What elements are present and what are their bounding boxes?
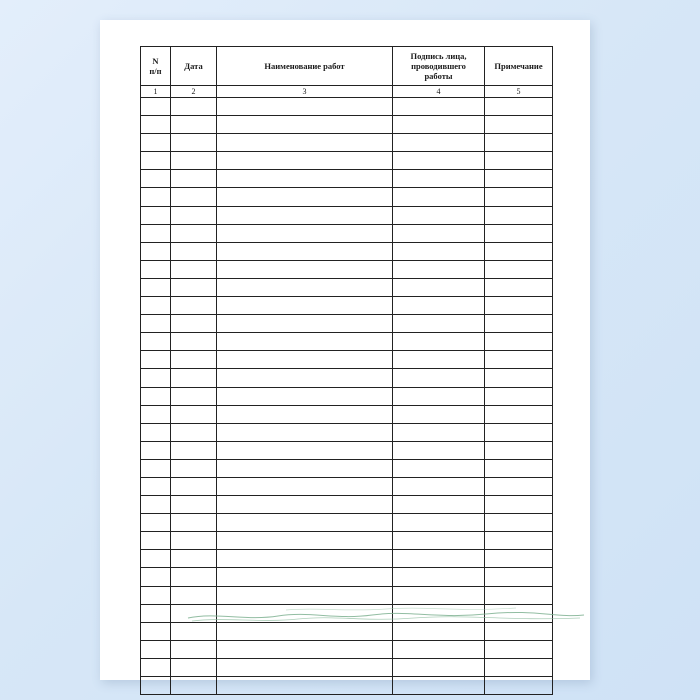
table-row[interactable] [141, 514, 553, 532]
table-cell[interactable] [141, 514, 171, 532]
table-cell[interactable] [171, 260, 217, 278]
table-cell[interactable] [393, 387, 485, 405]
table-cell[interactable] [141, 242, 171, 260]
table-header [141, 47, 553, 98]
table-cell[interactable] [393, 441, 485, 459]
table-cell[interactable] [141, 586, 171, 604]
table-cell[interactable] [485, 677, 553, 695]
table-cell[interactable] [393, 658, 485, 676]
table-cell[interactable] [141, 640, 171, 658]
table-cell[interactable] [393, 224, 485, 242]
table-cell[interactable] [485, 116, 553, 134]
table-cell[interactable] [393, 459, 485, 477]
table-row[interactable] [141, 405, 553, 423]
table-row[interactable] [141, 242, 553, 260]
table-cell[interactable] [217, 387, 393, 405]
table-cell[interactable] [485, 297, 553, 315]
column-number-5: 5 [485, 86, 553, 98]
table-row[interactable] [141, 677, 553, 695]
header-signature-line3: работы [424, 71, 453, 81]
table-cell[interactable] [171, 297, 217, 315]
table-row[interactable] [141, 260, 553, 278]
table-cell[interactable] [217, 333, 393, 351]
table-row[interactable] [141, 387, 553, 405]
table-cell[interactable] [217, 242, 393, 260]
table-cell[interactable] [171, 351, 217, 369]
table-row[interactable] [141, 423, 553, 441]
table-cell[interactable] [485, 333, 553, 351]
table-cell[interactable] [171, 550, 217, 568]
table-cell[interactable] [141, 260, 171, 278]
table-cell[interactable] [141, 622, 171, 640]
table-cell[interactable] [171, 188, 217, 206]
table-row[interactable] [141, 98, 553, 116]
table-cell[interactable] [141, 116, 171, 134]
header-signature-line1: Подпись лица, [410, 50, 467, 61]
table-cell[interactable] [393, 369, 485, 387]
table-row[interactable] [141, 116, 553, 134]
table-cell[interactable] [393, 206, 485, 224]
table-row[interactable] [141, 459, 553, 477]
table-row[interactable] [141, 658, 553, 676]
table-cell[interactable] [485, 550, 553, 568]
table-cell[interactable] [485, 387, 553, 405]
table-cell[interactable] [393, 134, 485, 152]
column-number-row [141, 86, 553, 98]
table-cell[interactable] [217, 604, 393, 622]
table-cell[interactable] [393, 640, 485, 658]
table-cell[interactable] [485, 134, 553, 152]
table-cell[interactable] [217, 622, 393, 640]
table-cell[interactable] [141, 224, 171, 242]
header-cell-number [141, 47, 171, 86]
table-cell[interactable] [141, 568, 171, 586]
table-cell[interactable] [393, 260, 485, 278]
table-cell[interactable] [217, 423, 393, 441]
table-cell[interactable] [485, 98, 553, 116]
table-cell[interactable] [485, 315, 553, 333]
header-cell-signature [393, 47, 485, 86]
table-cell[interactable] [393, 242, 485, 260]
table-cell[interactable] [485, 351, 553, 369]
table-row[interactable] [141, 333, 553, 351]
table-cell[interactable] [141, 459, 171, 477]
table-cell[interactable] [217, 116, 393, 134]
table-cell[interactable] [217, 369, 393, 387]
table-row[interactable] [141, 170, 553, 188]
table-row[interactable] [141, 532, 553, 550]
table-cell[interactable] [217, 586, 393, 604]
table-cell[interactable] [141, 677, 171, 695]
table-cell[interactable] [393, 423, 485, 441]
table-cell[interactable] [485, 622, 553, 640]
header-work-name-label: Наименование работ [264, 60, 345, 71]
table-cell[interactable] [171, 459, 217, 477]
table-cell[interactable] [393, 568, 485, 586]
table-cell[interactable] [171, 369, 217, 387]
table-cell[interactable] [141, 477, 171, 495]
table-cell[interactable] [171, 568, 217, 586]
table-cell[interactable] [217, 568, 393, 586]
table-cell[interactable] [485, 170, 553, 188]
table-row[interactable] [141, 369, 553, 387]
table-cell[interactable] [217, 134, 393, 152]
table-cell[interactable] [171, 152, 217, 170]
table-cell[interactable] [393, 297, 485, 315]
table-cell[interactable] [393, 604, 485, 622]
table-cell[interactable] [217, 278, 393, 296]
table-cell[interactable] [485, 604, 553, 622]
form-sheet [140, 46, 552, 656]
header-number-line2: п/п [149, 66, 162, 76]
table-row[interactable] [141, 351, 553, 369]
table-cell[interactable] [141, 206, 171, 224]
table-header-row [141, 47, 553, 86]
column-number-2: 2 [171, 86, 217, 98]
table-cell[interactable] [217, 459, 393, 477]
header-number-line1: N [152, 55, 159, 66]
table-cell[interactable] [393, 405, 485, 423]
table-cell[interactable] [485, 152, 553, 170]
table-cell[interactable] [141, 98, 171, 116]
table-cell[interactable] [217, 532, 393, 550]
table-cell[interactable] [171, 677, 217, 695]
table-cell[interactable] [393, 315, 485, 333]
header-cell-date [171, 47, 217, 86]
table-cell[interactable] [217, 550, 393, 568]
table-cell[interactable] [393, 514, 485, 532]
table-cell[interactable] [141, 658, 171, 676]
header-signature-line2: проводившего [411, 60, 466, 71]
table-cell[interactable] [217, 152, 393, 170]
table-cell[interactable] [485, 496, 553, 514]
table-cell[interactable] [141, 405, 171, 423]
table-row[interactable] [141, 604, 553, 622]
table-cell[interactable] [171, 387, 217, 405]
table-row[interactable] [141, 188, 553, 206]
table-cell[interactable] [217, 224, 393, 242]
table-cell[interactable] [485, 568, 553, 586]
table-cell[interactable] [141, 550, 171, 568]
table-cell[interactable] [171, 315, 217, 333]
table-cell[interactable] [217, 477, 393, 495]
table-cell[interactable] [171, 640, 217, 658]
table-cell[interactable] [217, 170, 393, 188]
table-cell[interactable] [217, 260, 393, 278]
table-cell[interactable] [485, 206, 553, 224]
table-cell[interactable] [217, 297, 393, 315]
table-cell[interactable] [141, 170, 171, 188]
table-cell[interactable] [141, 387, 171, 405]
column-number-4: 4 [393, 86, 485, 98]
table-cell[interactable] [171, 604, 217, 622]
table-cell[interactable] [393, 152, 485, 170]
table-cell[interactable] [171, 514, 217, 532]
table-cell[interactable] [393, 351, 485, 369]
table-cell[interactable] [485, 405, 553, 423]
table-cell[interactable] [217, 98, 393, 116]
table-cell[interactable] [485, 514, 553, 532]
table-cell[interactable] [171, 622, 217, 640]
table-cell[interactable] [485, 369, 553, 387]
table-cell[interactable] [171, 423, 217, 441]
table-cell[interactable] [393, 586, 485, 604]
table-cell[interactable] [141, 604, 171, 622]
table-cell[interactable] [141, 188, 171, 206]
table-row[interactable] [141, 477, 553, 495]
table-cell[interactable] [485, 224, 553, 242]
table-cell[interactable] [485, 477, 553, 495]
header-cell-note [485, 47, 553, 86]
table-cell[interactable] [171, 496, 217, 514]
table-cell[interactable] [485, 586, 553, 604]
table-cell[interactable] [393, 532, 485, 550]
table-cell[interactable] [485, 441, 553, 459]
table-cell[interactable] [141, 278, 171, 296]
table-cell[interactable] [171, 658, 217, 676]
table-cell[interactable] [141, 152, 171, 170]
table-row[interactable] [141, 550, 553, 568]
table-cell[interactable] [393, 278, 485, 296]
table-cell[interactable] [141, 315, 171, 333]
table-cell[interactable] [485, 640, 553, 658]
table-cell[interactable] [393, 550, 485, 568]
table-row[interactable] [141, 441, 553, 459]
table-cell[interactable] [485, 423, 553, 441]
table-row[interactable] [141, 315, 553, 333]
table-cell[interactable] [171, 116, 217, 134]
table-cell[interactable] [485, 260, 553, 278]
table-cell[interactable] [171, 333, 217, 351]
table-cell[interactable] [217, 351, 393, 369]
table-cell[interactable] [217, 677, 393, 695]
table-cell[interactable] [171, 278, 217, 296]
table-cell[interactable] [393, 333, 485, 351]
table-body [141, 98, 553, 695]
table-cell[interactable] [393, 622, 485, 640]
table-cell[interactable] [171, 532, 217, 550]
table-cell[interactable] [217, 188, 393, 206]
table-cell[interactable] [485, 658, 553, 676]
table-cell[interactable] [217, 640, 393, 658]
table-cell[interactable] [485, 532, 553, 550]
table-cell[interactable] [485, 459, 553, 477]
table-cell[interactable] [171, 170, 217, 188]
table-row[interactable] [141, 640, 553, 658]
table-cell[interactable] [393, 116, 485, 134]
table-cell[interactable] [393, 677, 485, 695]
table-cell[interactable] [485, 188, 553, 206]
table-row[interactable] [141, 496, 553, 514]
table-cell[interactable] [141, 532, 171, 550]
document-page [100, 20, 590, 680]
table-cell[interactable] [141, 496, 171, 514]
table-row[interactable] [141, 224, 553, 242]
table-cell[interactable] [393, 496, 485, 514]
table-cell[interactable] [141, 351, 171, 369]
table-cell[interactable] [141, 297, 171, 315]
table-cell[interactable] [217, 441, 393, 459]
table-cell[interactable] [141, 369, 171, 387]
table-cell[interactable] [171, 586, 217, 604]
column-number-1: 1 [141, 86, 171, 98]
table-cell[interactable] [141, 423, 171, 441]
table-cell[interactable] [217, 658, 393, 676]
table-row[interactable] [141, 278, 553, 296]
table-cell[interactable] [171, 134, 217, 152]
table-cell[interactable] [141, 134, 171, 152]
table-cell[interactable] [393, 98, 485, 116]
table-cell[interactable] [217, 514, 393, 532]
table-cell[interactable] [217, 315, 393, 333]
table-cell[interactable] [141, 441, 171, 459]
table-row[interactable] [141, 622, 553, 640]
table-cell[interactable] [141, 333, 171, 351]
table-cell[interactable] [171, 98, 217, 116]
work-log-table [140, 46, 553, 695]
table-cell[interactable] [171, 206, 217, 224]
table-row[interactable] [141, 152, 553, 170]
table-cell[interactable] [393, 188, 485, 206]
table-row[interactable] [141, 134, 553, 152]
table-row[interactable] [141, 586, 553, 604]
table-cell[interactable] [217, 405, 393, 423]
column-number-3: 3 [217, 86, 393, 98]
table-cell[interactable] [485, 278, 553, 296]
header-cell-work-name [217, 47, 393, 86]
table-cell[interactable] [171, 224, 217, 242]
table-cell[interactable] [171, 477, 217, 495]
table-cell[interactable] [171, 405, 217, 423]
table-cell[interactable] [485, 242, 553, 260]
table-cell[interactable] [217, 206, 393, 224]
table-row[interactable] [141, 297, 553, 315]
table-cell[interactable] [217, 496, 393, 514]
table-cell[interactable] [171, 441, 217, 459]
table-row[interactable] [141, 568, 553, 586]
table-cell[interactable] [171, 242, 217, 260]
table-cell[interactable] [393, 170, 485, 188]
header-date-label: Дата [184, 60, 203, 71]
table-cell[interactable] [393, 477, 485, 495]
header-note-label: Примечание [494, 60, 543, 71]
table-row[interactable] [141, 206, 553, 224]
